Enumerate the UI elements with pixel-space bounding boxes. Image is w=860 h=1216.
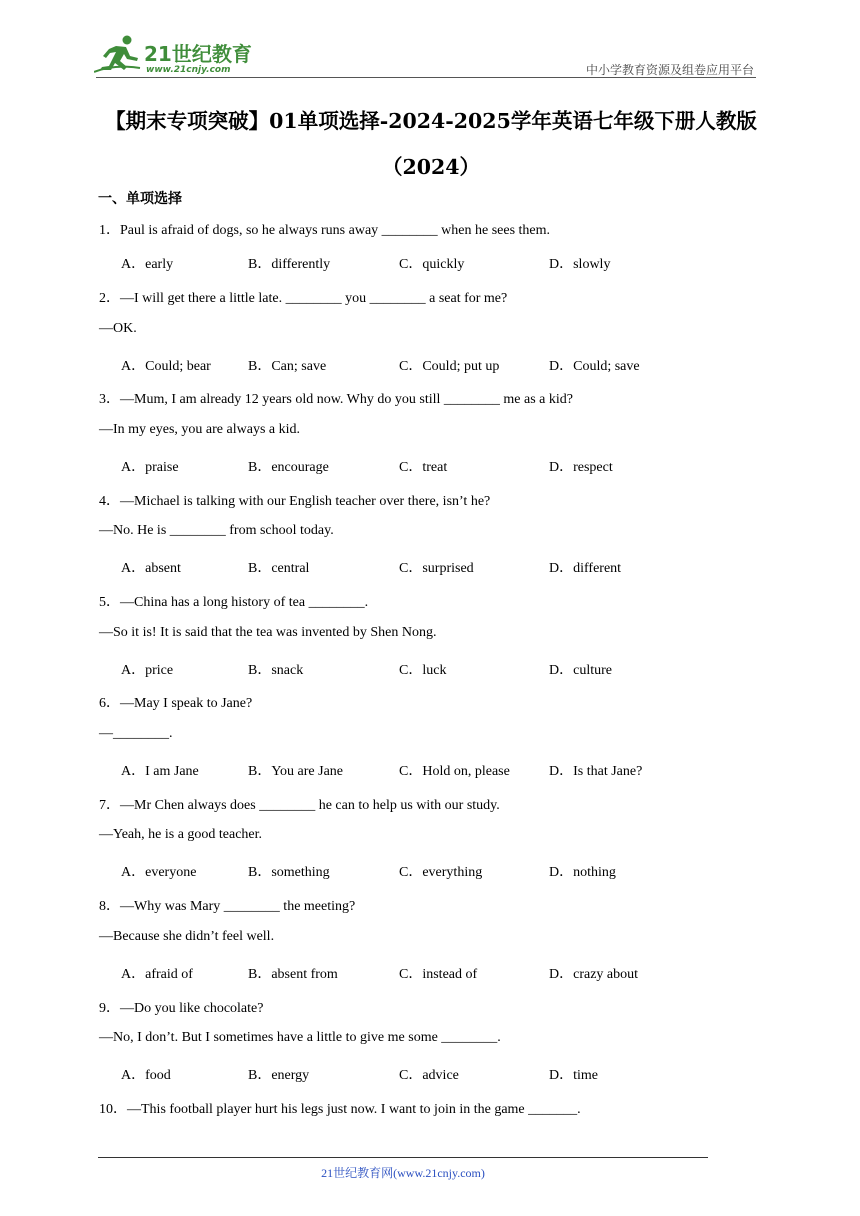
runner-logo-icon bbox=[94, 34, 142, 74]
question-5-option-c[interactable]: C．luck bbox=[399, 663, 447, 678]
footer-divider bbox=[98, 1157, 708, 1158]
question-3-line-2: —In my eyes, you are always a kid. bbox=[99, 422, 300, 437]
question-4-option-b[interactable]: B．central bbox=[248, 561, 310, 576]
question-4-option-c[interactable]: C．surprised bbox=[399, 561, 474, 576]
question-7-option-c[interactable]: C．everything bbox=[399, 865, 483, 880]
question-2-option-c[interactable]: C．Could; put up bbox=[399, 359, 500, 374]
question-6-option-b[interactable]: B．You are Jane bbox=[248, 764, 344, 779]
question-5-option-b[interactable]: B．snack bbox=[248, 663, 304, 678]
site-logo[interactable] bbox=[94, 34, 264, 80]
question-1-option-c[interactable]: C．quickly bbox=[399, 257, 465, 272]
footer-link[interactable]: 21世纪教育网(www.21cnjy.com) bbox=[321, 1166, 485, 1180]
question-2-option-d[interactable]: D．Could; save bbox=[549, 359, 640, 374]
question-6-option-d[interactable]: D．Is that Jane? bbox=[549, 764, 643, 779]
question-4-option-a[interactable]: A．absent bbox=[121, 561, 181, 576]
question-1-option-b[interactable]: B．differently bbox=[248, 257, 331, 272]
question-1-option-d[interactable]: D．slowly bbox=[549, 257, 611, 272]
question-4-option-d[interactable]: D．different bbox=[549, 561, 622, 576]
question-5-line-2: —So it is! It is said that the tea was invented by Shen Nong. bbox=[99, 625, 437, 640]
question-7-line-1: 7．—Mr Chen always does ________ he can to help us with our study. bbox=[99, 798, 500, 813]
question-7-option-d[interactable]: D．nothing bbox=[549, 865, 616, 880]
question-2-line-1: 2．—I will get there a little late. ________ you ________ a seat for me? bbox=[99, 291, 508, 306]
question-9-option-d[interactable]: D．time bbox=[549, 1068, 598, 1083]
question-8-option-a[interactable]: A．afraid of bbox=[121, 967, 193, 982]
question-9-option-a[interactable]: A．food bbox=[121, 1068, 171, 1083]
question-1-line-1: 1．Paul is afraid of dogs, so he always runs away ________ when he sees them. bbox=[99, 223, 551, 238]
question-5-option-d[interactable]: D．culture bbox=[549, 663, 612, 678]
question-2-line-2: —OK. bbox=[99, 321, 137, 336]
question-9-option-b[interactable]: B．energy bbox=[248, 1068, 310, 1083]
question-3-option-a[interactable]: A．praise bbox=[121, 460, 179, 475]
page-header bbox=[0, 0, 860, 80]
question-6-option-c[interactable]: C．Hold on, please bbox=[399, 764, 510, 779]
question-8-line-1: 8．—Why was Mary ________ the meeting? bbox=[99, 899, 356, 914]
question-9-line-2: —No, I don’t. But I sometimes have a little to give me some ________. bbox=[99, 1030, 501, 1045]
question-3-option-b[interactable]: B．encourage bbox=[248, 460, 329, 475]
question-2-option-a[interactable]: A．Could; bear bbox=[121, 359, 211, 374]
question-7-option-a[interactable]: A．everyone bbox=[121, 865, 197, 880]
question-1-option-a[interactable]: A．early bbox=[121, 257, 174, 272]
section-heading: 一、单项选择 bbox=[98, 191, 182, 207]
question-3-line-1: 3．—Mum, I am already 12 years old now. Why do you still ________ me as a kid? bbox=[99, 392, 573, 407]
question-6-option-a[interactable]: A．I am Jane bbox=[121, 764, 199, 779]
question-8-line-2: —Because she didn’t feel well. bbox=[99, 929, 275, 944]
question-5-line-1: 5．—China has a long history of tea ________. bbox=[99, 595, 369, 610]
question-6-line-1: 6．—May I speak to Jane? bbox=[99, 696, 253, 711]
question-8-option-c[interactable]: C．instead of bbox=[399, 967, 478, 982]
question-4-line-2: —No. He is ________ from school today. bbox=[99, 523, 334, 538]
question-4-line-1: 4．—Michael is talking with our English teacher over there, isn’t he? bbox=[99, 494, 491, 509]
question-9-line-1: 9．—Do you like chocolate? bbox=[99, 1001, 264, 1016]
question-8-option-b[interactable]: B．absent from bbox=[248, 967, 338, 982]
document-title-line1: 【期末专项突破】01单项选择-2024-2025学年英语七年级下册人教版 bbox=[105, 109, 757, 133]
question-10-line-1: 10．—This football player hurt his legs just now. I want to join in the game _______. bbox=[99, 1102, 581, 1117]
logo-text: 21世纪教育 bbox=[144, 42, 252, 66]
question-2-option-b[interactable]: B．Can; save bbox=[248, 359, 327, 374]
question-9-option-c[interactable]: C．advice bbox=[399, 1068, 459, 1083]
document-title-line2: （2024） bbox=[381, 155, 481, 179]
question-3-option-d[interactable]: D．respect bbox=[549, 460, 613, 475]
question-3-option-c[interactable]: C．treat bbox=[399, 460, 448, 475]
platform-tagline: 中小学教育资源及组卷应用平台 bbox=[585, 63, 754, 77]
question-6-line-2: —________. bbox=[99, 726, 173, 741]
question-7-line-2: —Yeah, he is a good teacher. bbox=[99, 827, 263, 842]
question-7-option-b[interactable]: B．something bbox=[248, 865, 330, 880]
logo-url: www.21cnjy.com bbox=[146, 65, 231, 75]
question-5-option-a[interactable]: A．price bbox=[121, 663, 174, 678]
header-divider bbox=[96, 77, 756, 78]
question-8-option-d[interactable]: D．crazy about bbox=[549, 967, 639, 982]
